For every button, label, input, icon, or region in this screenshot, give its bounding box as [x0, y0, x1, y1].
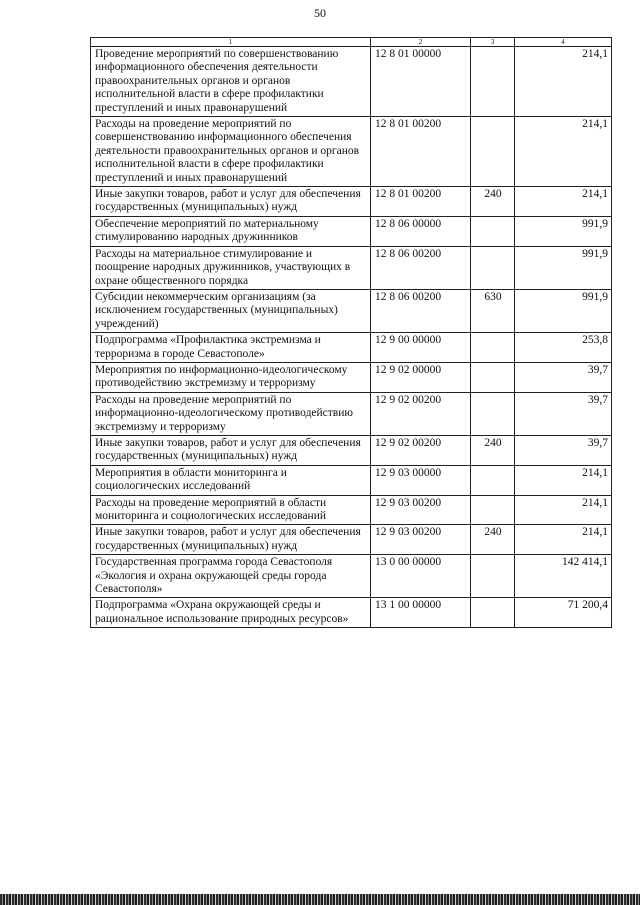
table-row: [91, 216, 612, 246]
column-header-2: 2: [371, 38, 471, 47]
table-row: [91, 333, 612, 363]
row-expense-type: 630: [471, 289, 515, 332]
row-name: Проведение мероприятий по совершенствованию информационного обеспечения деятельности правоохранительных органов и органов исполнительной власти в сфере профилактики преступлений и иных правонарушений: [91, 47, 371, 117]
table-row: [91, 435, 612, 465]
row-code: 12 8 06 00200: [371, 289, 471, 332]
row-expense-type: [471, 216, 515, 246]
row-expense-type: 240: [471, 435, 515, 465]
row-code: 12 9 00 00000: [371, 333, 471, 363]
row-sum: 214,1: [515, 187, 612, 217]
row-sum: 71 200,4: [515, 598, 612, 628]
row-code: 12 9 03 00000: [371, 465, 471, 495]
row-expense-type: [471, 333, 515, 363]
column-header-3: 3: [471, 38, 515, 47]
row-code: 12 8 01 00200: [371, 187, 471, 217]
row-expense-type: [471, 362, 515, 392]
row-sum: 214,1: [515, 525, 612, 555]
table-row: [91, 117, 612, 187]
table-row: [91, 289, 612, 332]
page-number: 50: [314, 6, 326, 20]
table-row: [91, 246, 612, 289]
table-row: [91, 555, 612, 598]
row-name: Подпрограмма «Охрана окружающей среды и рациональное использование природных ресурсов»: [91, 598, 371, 628]
row-sum: 142 414,1: [515, 555, 612, 598]
table-row: [91, 392, 612, 435]
row-code: 12 9 03 00200: [371, 525, 471, 555]
row-code: 12 8 01 00200: [371, 117, 471, 187]
scan-edge-border: [0, 894, 640, 905]
table-row: [91, 598, 612, 628]
row-code: 12 9 02 00000: [371, 362, 471, 392]
row-name: Субсидии некоммерческим организациям (за исключением государственных (муниципальных) учреждений): [91, 289, 371, 332]
table-row: [91, 525, 612, 555]
row-name: Расходы на материальное стимулирование и поощрение народных дружинников, участвующих в охране общественного порядка: [91, 246, 371, 289]
table-row: [91, 47, 612, 117]
column-header-4: 4: [515, 38, 612, 47]
row-sum: 214,1: [515, 47, 612, 117]
row-sum: 991,9: [515, 246, 612, 289]
row-name: Подпрограмма «Профилактика экстремизма и терроризма в городе Севастополе»: [91, 333, 371, 363]
table-header-row: [91, 38, 612, 47]
column-header-1: 1: [91, 38, 371, 47]
row-code: 12 9 03 00200: [371, 495, 471, 525]
row-sum: 253,8: [515, 333, 612, 363]
row-sum: 991,9: [515, 216, 612, 246]
row-expense-type: 240: [471, 525, 515, 555]
row-expense-type: [471, 495, 515, 525]
row-code: 12 9 02 00200: [371, 392, 471, 435]
row-expense-type: [471, 465, 515, 495]
row-expense-type: [471, 47, 515, 117]
row-name: Государственная программа города Севастополя «Экология и охрана окружающей среды города Севастополя»: [91, 555, 371, 598]
row-expense-type: [471, 117, 515, 187]
budget-table: [90, 37, 612, 628]
row-name: Расходы на проведение мероприятий по информационно-идеологическому противодействию экстремизму и терроризму: [91, 392, 371, 435]
row-expense-type: [471, 555, 515, 598]
row-expense-type: 240: [471, 187, 515, 217]
row-code: 12 8 06 00200: [371, 246, 471, 289]
table-row: [91, 495, 612, 525]
table-row: [91, 465, 612, 495]
row-sum: 39,7: [515, 435, 612, 465]
row-name: Мероприятия в области мониторинга и социологических исследований: [91, 465, 371, 495]
row-sum: 214,1: [515, 117, 612, 187]
row-name: Иные закупки товаров, работ и услуг для обеспечения государственных (муниципальных) нужд: [91, 525, 371, 555]
row-sum: 214,1: [515, 465, 612, 495]
row-code: 12 8 01 00000: [371, 47, 471, 117]
table-row: [91, 187, 612, 217]
row-expense-type: [471, 598, 515, 628]
row-sum: 214,1: [515, 495, 612, 525]
row-sum: 39,7: [515, 392, 612, 435]
row-name: Мероприятия по информационно-идеологическому противодействию экстремизму и терроризму: [91, 362, 371, 392]
row-name: Иные закупки товаров, работ и услуг для обеспечения государственных (муниципальных) нужд: [91, 435, 371, 465]
row-code: 13 1 00 00000: [371, 598, 471, 628]
row-name: Расходы на проведение мероприятий по совершенствованию информационного обеспечения деятельности правоохранительных органов и органов исполнительной власти в сфере профилактики преступлений и иных правонарушений: [91, 117, 371, 187]
row-expense-type: [471, 392, 515, 435]
row-code: 12 9 02 00200: [371, 435, 471, 465]
row-name: Расходы на проведение мероприятий в области мониторинга и социологических исследований: [91, 495, 371, 525]
table-row: [91, 362, 612, 392]
row-code: 12 8 06 00000: [371, 216, 471, 246]
row-sum: 991,9: [515, 289, 612, 332]
row-name: Обеспечение мероприятий по материальному стимулированию народных дружинников: [91, 216, 371, 246]
row-name: Иные закупки товаров, работ и услуг для обеспечения государственных (муниципальных) нужд: [91, 187, 371, 217]
row-code: 13 0 00 00000: [371, 555, 471, 598]
row-expense-type: [471, 246, 515, 289]
row-sum: 39,7: [515, 362, 612, 392]
